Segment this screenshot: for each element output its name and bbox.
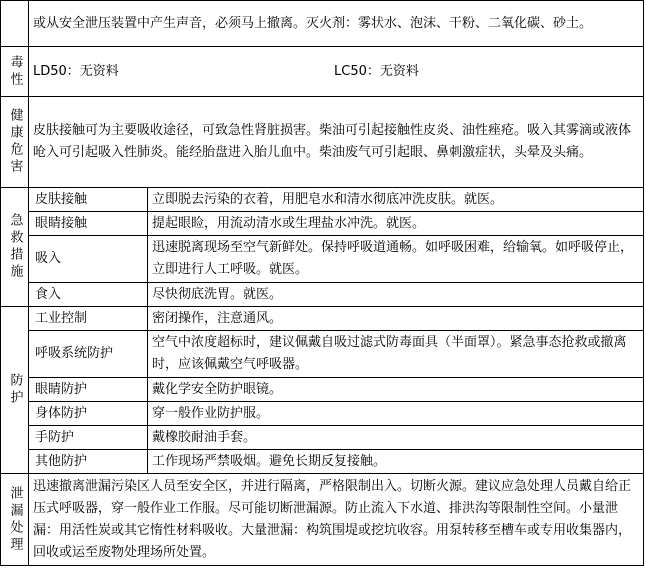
protection-row xyxy=(1,426,644,450)
protection-text: 工作现场严禁吸烟。避免长期反复接触。 xyxy=(148,450,644,474)
first-aid-row xyxy=(1,283,644,307)
protection-row xyxy=(1,450,644,474)
first-aid-text: 迅速脱离现场至空气新鲜处。保持呼吸道通畅。如呼吸困难，给输氧。如呼吸停止，立即进行人工呼吸。就医。 xyxy=(148,236,644,283)
protection-text: 密闭操作，注意通风。 xyxy=(148,307,644,331)
first-aid-row xyxy=(1,212,644,236)
protection-text: 戴化学安全防护眼镜。 xyxy=(148,378,644,402)
leak-header: 泄漏处理 xyxy=(1,474,29,566)
first-aid-label: 食入 xyxy=(29,283,148,307)
protection-text: 穿一般作业防护服。 xyxy=(148,402,644,426)
protection-label: 手防护 xyxy=(29,426,148,450)
protection-text: 空气中浓度超标时，建议佩戴自吸过滤式防毒面具（半面罩）。紧急事态抢救或撤离时，应该佩戴空气呼吸器。 xyxy=(148,331,644,378)
protection-label: 工业控制 xyxy=(29,307,148,331)
fire-header-cell xyxy=(1,1,29,47)
first-aid-text: 提起眼睑，用流动清水或生理盐水冲洗。就医。 xyxy=(148,212,644,236)
first-aid-header: 急救措施 xyxy=(1,188,29,307)
health-row xyxy=(1,97,644,188)
protection-label: 眼睛防护 xyxy=(29,378,148,402)
ld50-value: LD50：无资料 xyxy=(33,63,119,79)
lc50-value: LC50：无资料 xyxy=(334,63,419,79)
protection-label: 其他防护 xyxy=(29,450,148,474)
first-aid-text: 尽快彻底洗胃。就医。 xyxy=(148,283,644,307)
protection-text: 戴橡胶耐油手套。 xyxy=(148,426,644,450)
fire-text: 或从安全泄压装置中产生声音，必须马上撤离。灭火剂：雾状水、泡沫、干粉、二氧化碳、砂土。 xyxy=(29,1,644,47)
protection-header: 防护 xyxy=(1,307,29,474)
protection-label: 呼吸系统防护 xyxy=(29,331,148,378)
first-aid-label: 眼睛接触 xyxy=(29,212,148,236)
health-header: 健康危害 xyxy=(1,97,29,188)
toxicity-row xyxy=(1,47,644,97)
protection-row xyxy=(1,378,644,402)
protection-row xyxy=(1,307,644,331)
first-aid-label: 吸入 xyxy=(29,236,148,283)
toxicity-header: 毒性 xyxy=(1,47,29,97)
protection-label: 身体防护 xyxy=(29,402,148,426)
protection-row xyxy=(1,331,644,378)
leak-row xyxy=(1,474,644,566)
first-aid-label: 皮肤接触 xyxy=(29,188,148,212)
first-aid-row xyxy=(1,236,644,283)
fire-row xyxy=(1,1,644,47)
toxicity-values xyxy=(29,47,644,97)
leak-text: 迅速撤离泄漏污染区人员至安全区，并进行隔离，严格限制出入。切断火源。建议应急处理人员戴自给正压式呼吸器，穿一般作业工作服。尽可能切断泄漏源。防止流入下水道、排洪沟等限制性空间。小量泄漏：用活性炭或其它惰性材料吸收。大量泄漏：构筑围堤或挖坑收容。用泵转移至槽车或专用收集器内，回收或运至废物处理场所处置。 xyxy=(29,474,644,566)
first-aid-row xyxy=(1,188,644,212)
health-text: 皮肤接触可为主要吸收途径，可致急性肾脏损害。柴油可引起接触性皮炎、油性痤疮。吸入其雾滴或液体呛入可引起吸入性肺炎。能经胎盘进入胎儿血中。柴油废气可引起眼、鼻刺激症状，头晕及头痛。 xyxy=(29,97,644,188)
protection-row xyxy=(1,402,644,426)
first-aid-text: 立即脱去污染的衣着，用肥皂水和清水彻底冲洗皮肤。就医。 xyxy=(148,188,644,212)
